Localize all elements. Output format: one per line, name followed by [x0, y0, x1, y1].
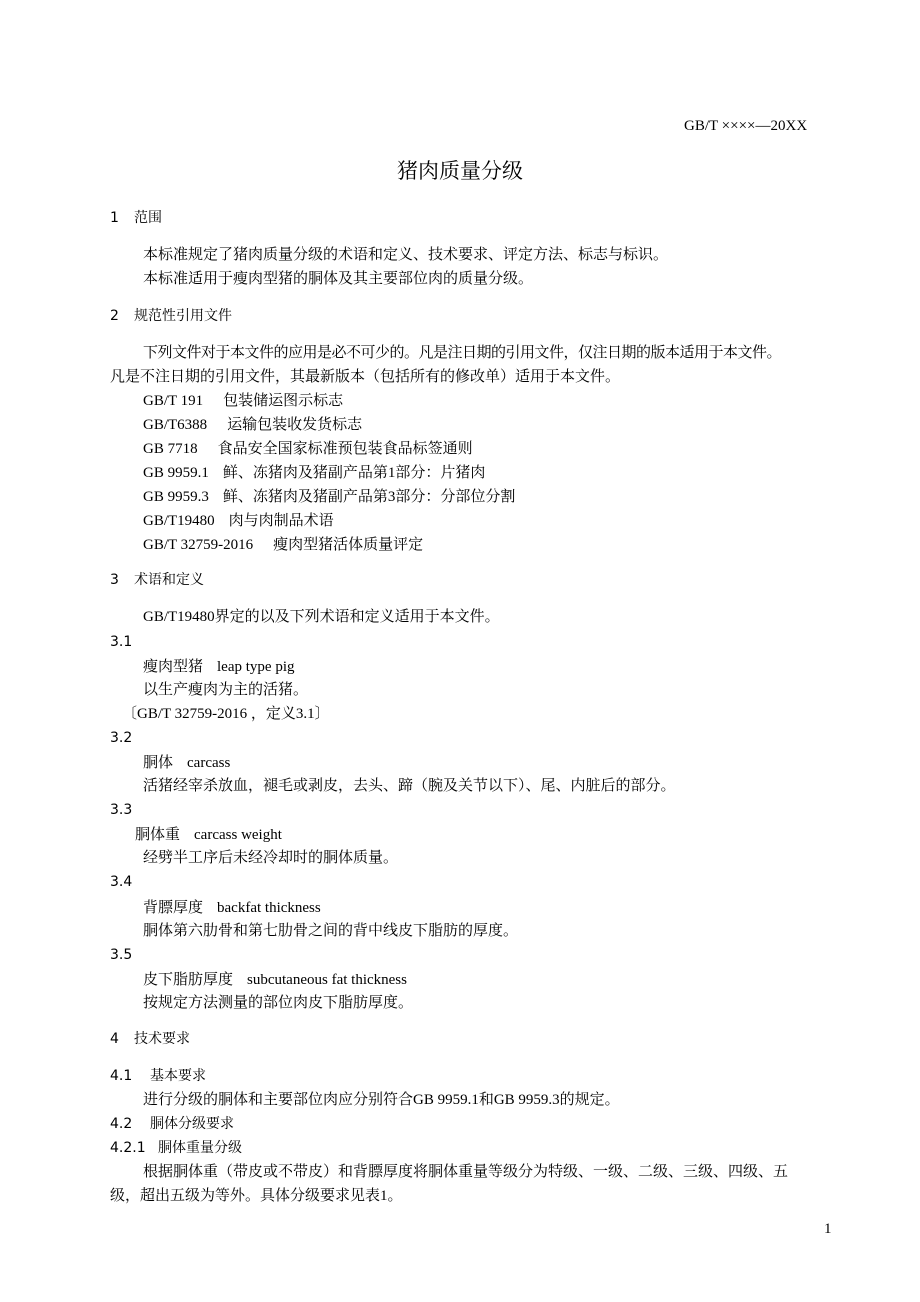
reference-item — [143, 487, 515, 507]
term-definition: 按规定方法测量的部位肉皮下脂肪厚度。 — [143, 995, 414, 1011]
reference-title: 肉与肉制品术语 — [228, 513, 334, 529]
section-number: 3 — [110, 572, 119, 588]
reference-title: 食品安全国家标准预包装食品标签通则 — [217, 441, 473, 457]
doc-header-code: GB/T ××××—20XX — [684, 118, 808, 134]
reference-title: 鲜、冻猪肉及猪副产品第3部分：分部位分割 — [222, 489, 516, 505]
subsection-title: 基本要求 — [150, 1068, 206, 1084]
reference-code: GB/T6388 — [143, 417, 208, 433]
section-number: 4 — [110, 1031, 119, 1047]
section-heading-3 — [110, 570, 204, 590]
reference-code: GB 9959.1 — [143, 465, 209, 481]
reference-item — [143, 535, 423, 555]
subsection-title: 胴体重量分级 — [158, 1140, 242, 1156]
term-name — [135, 824, 282, 845]
paragraph: 凡是不注日期的引用文件，其最新版本（包括所有的修改单）适用于本文件。 — [110, 369, 621, 385]
term-number: 3.5 — [110, 947, 133, 963]
term-name — [143, 897, 321, 918]
subsection-number: 4.2 — [110, 1116, 133, 1132]
section-heading-4 — [110, 1029, 190, 1049]
term-number: 3.3 — [110, 802, 133, 818]
term-zh: 背膘厚度 — [143, 898, 204, 916]
term-definition: 活猪经宰杀放血，褪毛或剥皮，去头、蹄（腕及关节以下）、尾、内脏后的部分。 — [143, 778, 676, 794]
reference-item — [143, 463, 485, 483]
term-zh: 瘦肉型猪 — [143, 657, 204, 675]
term-zh: 胴体 — [143, 753, 174, 771]
term-zh: 皮下脂肪厚度 — [143, 970, 234, 988]
term-number: 3.2 — [110, 730, 133, 746]
term-name — [143, 969, 407, 990]
page-title: 猪肉质量分级 — [397, 159, 523, 183]
reference-code: GB/T19480 — [143, 513, 215, 529]
term-number: 3.4 — [110, 874, 133, 890]
reference-title: 包装储运图示标志 — [223, 393, 344, 409]
reference-item — [143, 439, 473, 459]
page-number: 1 — [824, 1221, 832, 1237]
subsection-title: 胴体分级要求 — [150, 1116, 234, 1132]
reference-title: 鲜、冻猪肉及猪副产品第1部分：片猪肉 — [222, 465, 486, 481]
term-definition: 胴体第六肋骨和第七肋骨之间的背中线皮下脂肪的厚度。 — [143, 923, 519, 939]
reference-item — [143, 391, 343, 411]
reference-code: GB 9959.3 — [143, 489, 209, 505]
term-name — [143, 752, 230, 773]
reference-item — [143, 415, 362, 435]
section-title: 规范性引用文件 — [134, 308, 232, 324]
term-zh: 胴体重 — [135, 825, 181, 843]
paragraph: 进行分级的胴体和主要部位肉应分别符合GB 9959.1和GB 9959.3的规定。 — [143, 1092, 620, 1108]
term-en: leap type pig — [217, 659, 295, 675]
paragraph: 本标准适用于瘦肉型猪的胴体及其主要部位肉的质量分级。 — [143, 271, 534, 287]
reference-item — [143, 511, 334, 531]
paragraph: 本标准规定了猪肉质量分级的术语和定义、技术要求、评定方法、标志与标识。 — [143, 247, 669, 263]
paragraph: 根据胴体重（带皮或不带皮）和背膘厚度将胴体重量等级分为特级、一级、二级、三级、四级、五 — [143, 1164, 789, 1180]
paragraph: GB/T19480界定的以及下列术语和定义适用于本文件。 — [143, 609, 500, 625]
section-title: 技术要求 — [134, 1031, 190, 1047]
section-number: 2 — [110, 308, 119, 324]
paragraph: 下列文件对于本文件的应用是必不可少的。凡是注日期的引用文件，仅注日期的版本适用于本文件。 — [143, 345, 782, 361]
subsection-number: 4.2.1 — [110, 1140, 146, 1156]
subsection-heading-4-2 — [110, 1114, 234, 1134]
term-en: carcass weight — [194, 827, 282, 843]
subsection-heading-4-1 — [110, 1066, 206, 1086]
reference-code: GB/T 32759-2016 — [143, 537, 254, 553]
subsection-heading-4-2-1 — [110, 1138, 242, 1158]
term-number: 3.1 — [110, 634, 133, 650]
section-title: 术语和定义 — [134, 572, 204, 588]
section-number: 1 — [110, 210, 119, 226]
term-en: carcass — [187, 755, 231, 771]
term-en: backfat thickness — [217, 900, 321, 916]
term-name — [143, 656, 295, 677]
term-definition: 以生产瘦肉为主的活猪。 — [143, 682, 309, 698]
reference-title: 运输包装收发货标志 — [227, 417, 363, 433]
reference-title: 瘦肉型猪活体质量评定 — [273, 537, 424, 553]
term-source: 〔GB/T 32759-2016 ，定义3.1〕 — [122, 706, 330, 722]
section-title: 范围 — [134, 210, 162, 226]
section-heading-2 — [110, 306, 232, 326]
term-definition: 经劈半工序后未经冷却时的胴体质量。 — [143, 850, 399, 866]
paragraph: 级，超出五级为等外。具体分级要求见表1。 — [110, 1188, 403, 1204]
reference-code: GB 7718 — [143, 441, 198, 457]
term-en: subcutaneous fat thickness — [247, 972, 407, 988]
subsection-number: 4.1 — [110, 1068, 133, 1084]
reference-code: GB/T 191 — [143, 393, 204, 409]
section-heading-1 — [110, 208, 162, 228]
